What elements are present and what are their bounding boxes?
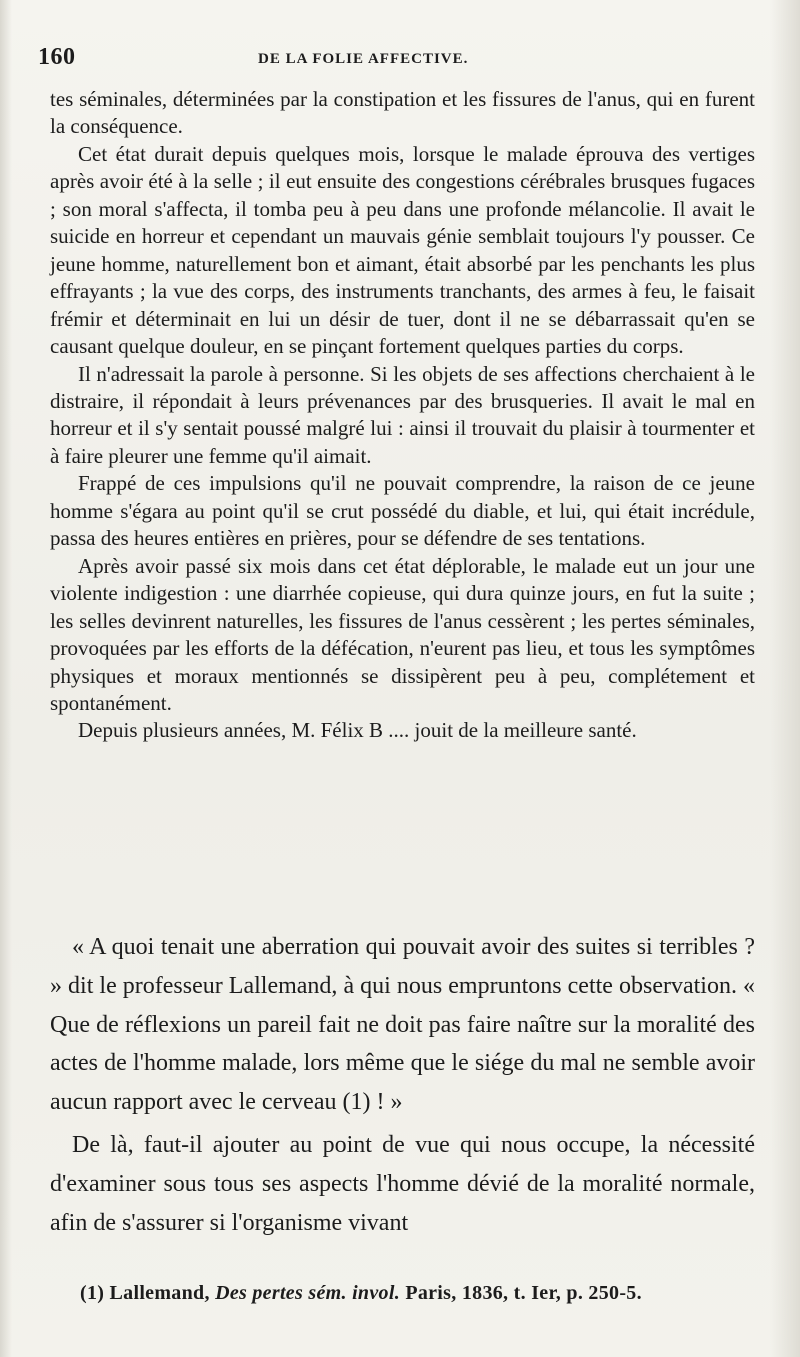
paragraph-1: tes séminales, déterminées par la constipation et les fissures de l'anus, qui en furent la conséquence. — [50, 87, 755, 139]
case-report-text — [50, 86, 755, 745]
page-header — [38, 44, 758, 76]
paragraph-4: Frappé de ces impulsions qu'il ne pouvait comprendre, la raison de ce jeune homme s'égara au point qu'il se crut possédé du diable, et lui, qui était incrédule, passa des heures entières en prières, pour se défendre de ses tentations. — [50, 471, 755, 551]
page-edge-shadow — [770, 0, 800, 1357]
paragraph-7: « A quoi tenait une aberration qui pouvait avoir des suites si terribles ? » dit le professeur Lallemand, à qui nous empruntons cette observation. « Que de réflexions un pareil fait ne doit pas faire naître sur la moralité des actes de l'homme malade, lors même que le siége du mal ne semble avoir aucun rapport avec le cerveau (1) ! » — [50, 934, 755, 1116]
paragraph-6: Depuis plusieurs années, M. Félix B .... jouit de la meilleure santé. — [78, 718, 637, 743]
paragraph-5: Après avoir passé six mois dans cet état déplorable, le malade eut un jour une violente indigestion : une diarrhée copieuse, qui dura quinze jours, en fut la suite ; les selles devinrent naturelles, les fissures de l'anus cessèrent ; les pertes séminales, provoquées par les efforts de la défécation, n'eurent pas lieu, et tous les symptômes physiques et moraux mentionnés se dissipèrent peu à peu, complétement et spontanément. — [50, 553, 755, 715]
commentary-text — [50, 928, 755, 1242]
paragraph-3: Il n'adressait la parole à personne. Si les objets de ses affections cherchaient à le distraire, il répondait à leurs prévenances par des brusqueries. Il avait le mal en horreur et il s'y sentait poussé malgré lui : ainsi il trouvait du plaisir à tourmenter et à faire pleurer une femme qu'il aimait. — [50, 361, 755, 468]
paragraph-2: Cet état durait depuis quelques mois, lorsque le malade éprouva des vertiges après avoir été à la selle ; il eut ensuite des congestions cérébrales brusques fugaces ; son moral s'affecta, il tomba peu à peu dans une profonde mélancolie. Il avait le suicide en horreur et cependant un mauvais génie semblait toujours l'y pousser. Ce jeune homme, naturellement bon et aimant, était absorbé par les penchants les plus effrayants ; la vue des corps, des instruments tranchants, des armes à feu, le faisait frémir et déterminait en lui un désir de tuer, dont il ne se débarrassait qu'en se causant quelque douleur, en se pinçant fortement quelques parties du corps. — [50, 141, 755, 359]
footnote-marker: (1) Lallemand, — [80, 1282, 210, 1304]
page-gutter-shadow — [0, 0, 12, 1357]
footnote — [80, 1282, 760, 1305]
footnote-title: Des pertes sém. invol. — [215, 1282, 400, 1304]
running-head: DE LA FOLIE AFFECTIVE. — [258, 51, 469, 67]
paragraph-8: De là, faut-il ajouter au point de vue qui nous occupe, la nécessité d'examiner sous tous ses aspects l'homme dévié de la moralité normale, afin de s'assurer si l'organisme vivant — [50, 1131, 755, 1236]
page-number: 160 — [38, 44, 76, 70]
footnote-citation: Paris, 1836, t. Ier, p. 250-5. — [405, 1282, 642, 1304]
